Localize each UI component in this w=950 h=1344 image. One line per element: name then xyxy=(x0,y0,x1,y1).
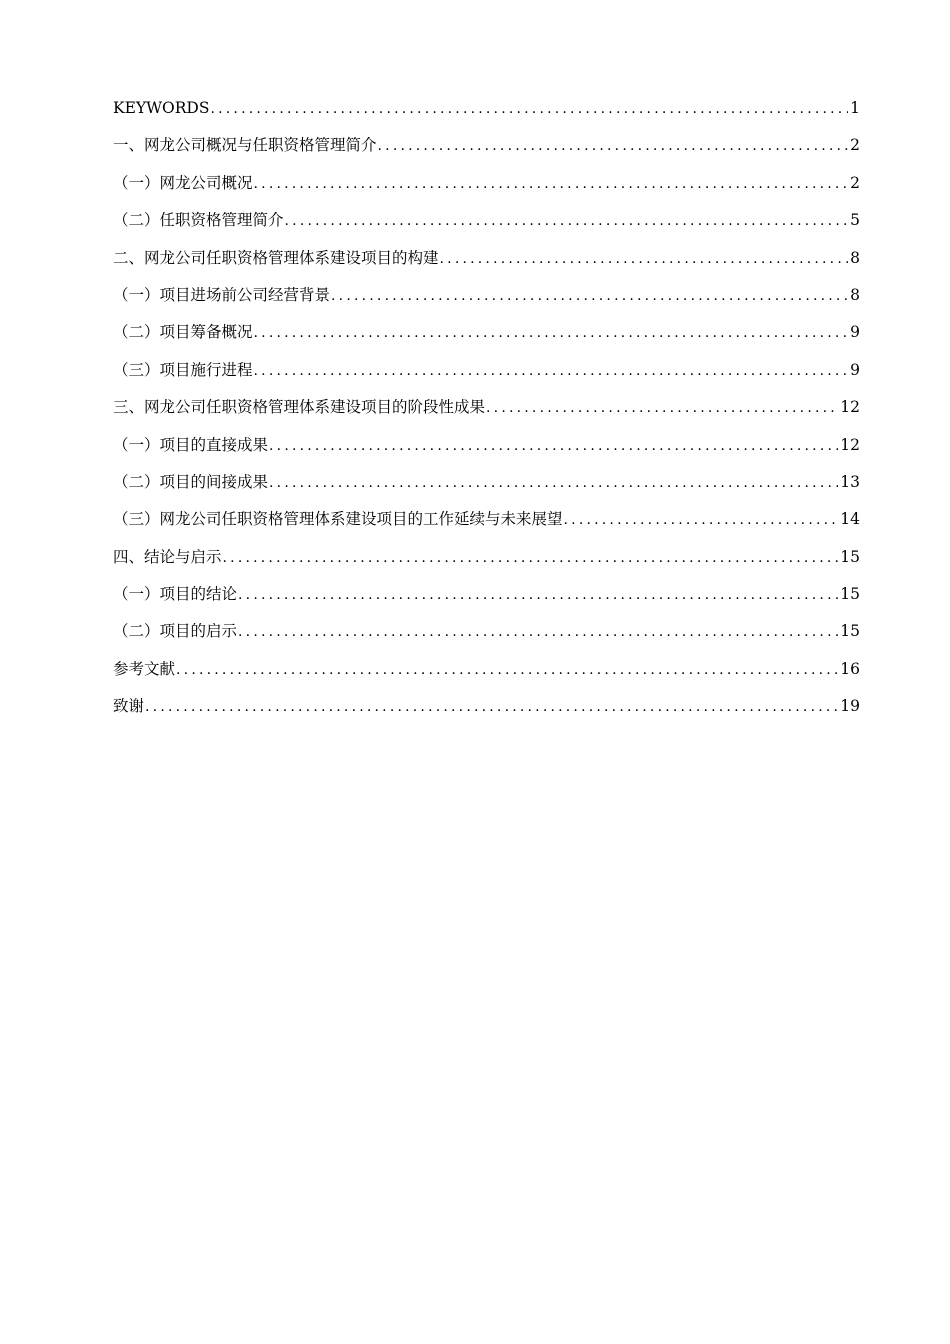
toc-entry-page: 19 xyxy=(840,697,860,716)
toc-entry-page: 14 xyxy=(840,510,860,529)
toc-entry-title: （三）项目施行进程 xyxy=(113,360,253,379)
toc-entry-title: （二）项目的启示 xyxy=(113,622,238,641)
toc-entry-page: 2 xyxy=(850,136,860,155)
toc-entry-title: （二）项目筹备概况 xyxy=(113,323,253,342)
toc-entry-page: 15 xyxy=(840,585,860,604)
toc-entry-title: 致谢 xyxy=(113,697,145,716)
toc-entry[interactable] xyxy=(113,277,860,314)
toc-dot-leader xyxy=(378,128,849,165)
toc-entry[interactable] xyxy=(113,688,860,725)
toc-dot-leader xyxy=(285,203,849,240)
toc-entry[interactable] xyxy=(113,314,860,351)
toc-entry[interactable] xyxy=(113,202,860,239)
toc-dot-leader xyxy=(254,315,849,352)
toc-entry-page: 15 xyxy=(840,622,860,641)
toc-entry-page: 12 xyxy=(840,398,860,417)
toc-entry[interactable] xyxy=(113,165,860,202)
toc-entry-title: （一）网龙公司概况 xyxy=(113,173,253,192)
toc-entry-title: 三、网龙公司任职资格管理体系建设项目的阶段性成果 xyxy=(113,398,486,417)
toc-dot-leader xyxy=(238,614,838,651)
toc-entry-page: 15 xyxy=(840,547,860,566)
toc-dot-leader xyxy=(145,689,838,726)
toc-dot-leader xyxy=(269,465,838,502)
toc-entry-title: 参考文献 xyxy=(113,659,176,678)
toc-dot-leader xyxy=(440,241,849,278)
toc-entry[interactable] xyxy=(113,576,860,613)
toc-dot-leader xyxy=(210,91,848,128)
toc-entry-title: KEYWORDS xyxy=(113,99,210,117)
toc-entry-page: 8 xyxy=(850,285,860,304)
toc-entry[interactable] xyxy=(113,501,860,538)
toc-entry[interactable] xyxy=(113,389,860,426)
toc-entry-page: 9 xyxy=(850,323,860,342)
toc-entry-title: 一、网龙公司概况与任职资格管理简介 xyxy=(113,136,377,155)
toc-entry[interactable] xyxy=(113,127,860,164)
toc-dot-leader xyxy=(238,577,838,614)
toc-entry-title: 二、网龙公司任职资格管理体系建设项目的构建 xyxy=(113,248,439,267)
toc-dot-leader xyxy=(223,540,839,577)
toc-dot-leader xyxy=(564,502,839,539)
toc-entry-title: （三）网龙公司任职资格管理体系建设项目的工作延续与未来展望 xyxy=(113,510,563,529)
toc-dot-leader xyxy=(254,353,849,390)
toc-entry[interactable] xyxy=(113,651,860,688)
toc-entry[interactable] xyxy=(113,539,860,576)
toc-dot-leader xyxy=(269,428,838,465)
toc-entry-title: 四、结论与启示 xyxy=(113,547,222,566)
toc-entry-title: （一）项目进场前公司经营背景 xyxy=(113,285,331,304)
toc-dot-leader xyxy=(486,390,838,427)
toc-entry-title: （二）项目的间接成果 xyxy=(113,472,269,491)
toc-entry-page: 2 xyxy=(850,173,860,192)
toc-entry[interactable] xyxy=(113,427,860,464)
toc-dot-leader xyxy=(176,652,838,689)
toc-dot-leader xyxy=(254,166,849,203)
toc-entry-title: （一）项目的结论 xyxy=(113,585,238,604)
table-of-contents xyxy=(113,90,860,726)
toc-dot-leader xyxy=(331,278,848,315)
toc-entry-page: 12 xyxy=(840,435,860,454)
toc-entry-title: （一）项目的直接成果 xyxy=(113,435,269,454)
toc-entry-page: 9 xyxy=(850,360,860,379)
toc-entry-page: 16 xyxy=(840,659,860,678)
toc-entry[interactable] xyxy=(113,240,860,277)
toc-entry-page: 5 xyxy=(850,211,860,230)
toc-entry-page: 1 xyxy=(850,99,860,117)
toc-entry[interactable] xyxy=(113,613,860,650)
toc-entry[interactable] xyxy=(113,464,860,501)
toc-entry[interactable] xyxy=(113,90,860,127)
toc-entry-title: （二）任职资格管理简介 xyxy=(113,211,284,230)
toc-entry-page: 13 xyxy=(840,472,860,491)
toc-entry[interactable] xyxy=(113,352,860,389)
toc-entry-page: 8 xyxy=(850,248,860,267)
